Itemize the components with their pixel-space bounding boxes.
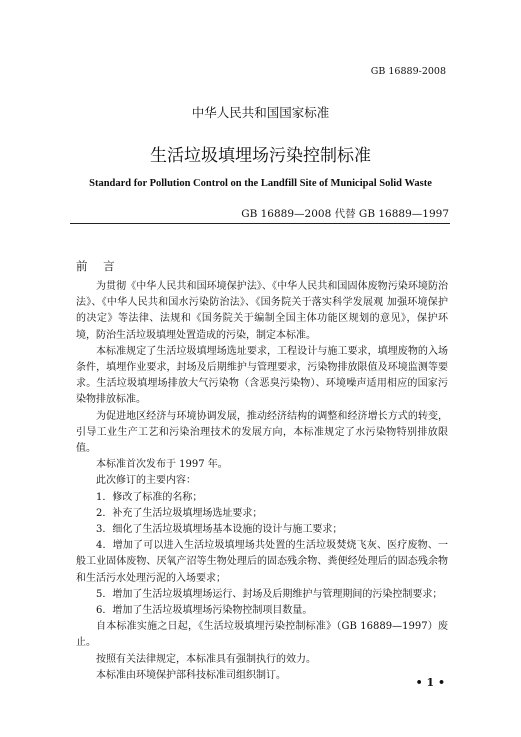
preface-body xyxy=(76,279,448,684)
document-title-english: Standard for Pollution Control on the Landfill Site of Municipal Solid Waste xyxy=(89,178,432,189)
standard-organization: 中华人民共和国国家标准 xyxy=(191,105,330,120)
list-item: 2．补充了生活垃圾填埋场选址要求； xyxy=(96,507,263,519)
preface-heading: 前 言 xyxy=(76,259,121,273)
document-code: GB 16889-2008 xyxy=(370,66,446,77)
list-item: 1．修改了标准的名称； xyxy=(96,491,203,503)
list-item: 6．增加了生活垃圾填埋场污染物控制项目数量。 xyxy=(96,605,313,617)
paragraph: 本标准由环境保护部科技标准司组织制订。 xyxy=(96,669,286,681)
paragraph: 为促进地区经济与环境协调发展，推动经济结构的调整和经济增长方式的转变，引导工业生产工艺和污染治理技术的发展方向，本标准规定了水污染物特别排放限值。 xyxy=(76,410,448,455)
replacement-note: GB 16889—2008 代替 GB 16889—1997 xyxy=(241,208,449,220)
list-item: 4．增加了可以进入生活垃圾填埋场共处置的生活垃圾焚烧飞灰、医疗废物、一般工业固体废物、厌氧产沼等生物处理后的固态残余物、粪便经处理后的固态残余物和生活污水处理污泥的入场要求； xyxy=(76,540,448,584)
list-item: 5．增加了生活垃圾填埋场运行、封场及后期维护与管理期间的污染控制要求； xyxy=(96,588,443,600)
list-item: 3．细化了生活垃圾填埋场基本设施的设计与施工要求； xyxy=(96,524,343,536)
paragraph: 此次修订的主要内容： xyxy=(96,475,196,487)
paragraph: 按照有关法律规定，本标准具有强制执行的效力。 xyxy=(96,653,316,665)
page-number: • 1 • xyxy=(415,676,445,689)
paragraph: 本标准首次发布于 1997 年。 xyxy=(96,459,228,471)
paragraph: 本标准规定了生活垃圾填埋场选址要求，工程设计与施工要求，填埋废物的入场条件，填埋作业要求，封场及后期维护与管理要求，污染物排放限值及环境监测等要求。生活垃圾填埋场排放大气污染物（含恶臭污染物）、环境噪声适用相应的国家污染物排放标准。 xyxy=(76,345,448,406)
paragraph: 为贯彻《中华人民共和国环境保护法》、《中华人民共和国固体废物污染环境防治法》、《中华人民共和国水污染防治法》、《国务院关于落实科学发展观 加强环境保护的决定》等法律、法规和《国务院关于编制全国主体功能区规划的意见》，保护环境，防治生活垃圾填埋处置造成的污染，制定本标准。 xyxy=(76,281,448,341)
paragraph: 自本标准实施之日起，《生活垃圾填埋污染控制标准》（GB 16889—1997）废止。 xyxy=(76,621,448,649)
document-title: 生活垃圾填埋场污染控制标准 xyxy=(150,146,371,166)
header-divider xyxy=(70,223,450,224)
